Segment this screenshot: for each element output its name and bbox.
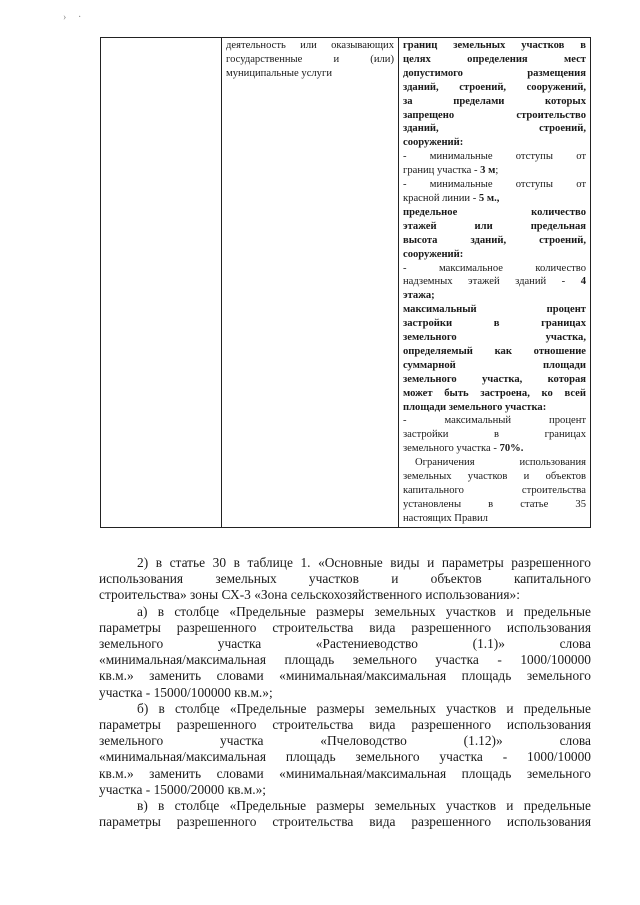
body-text-line: параметры разрешенного строительства вида разрешенного использования: [99, 717, 591, 733]
bold-value: 3 м: [480, 165, 496, 177]
cell-text-line: муниципальные услуги: [226, 68, 332, 79]
body-text-line: б) в столбце «Предельные размеры земельных участков и предельные: [137, 700, 591, 716]
cell-text-line: определяемый как отношение: [403, 345, 586, 357]
body-text-line: участка - 15000/100000 кв.м.»;: [99, 684, 273, 700]
cell-text-line: сооружений:: [403, 137, 464, 149]
cell-text-line: суммарной площади: [403, 359, 586, 371]
body-text-line: земельного участка «Пчеловодство (1.12)» слова: [99, 733, 591, 749]
cell-text-line: - максимальное количество: [403, 262, 586, 274]
body-text-line: в) в столбце «Предельные размеры земельных участков и предельные: [137, 798, 591, 814]
cell-text-line: предельное количество: [403, 206, 586, 218]
body-text-line: строительства» зоны СХ-3 «Зона сельскохозяйственного использования»:: [99, 587, 520, 603]
cell-text-line: зданий, строений,: [403, 123, 586, 135]
cell-text-line: - минимальные отступы от: [403, 151, 586, 163]
table-cell-empty: [101, 38, 222, 528]
body-text-line: а) в столбце «Предельные размеры земельных участков и предельные: [137, 603, 591, 619]
cell-text-line: земельных участков и объектов: [403, 471, 586, 483]
cell-text-line: может быть застроена, ко всей: [403, 387, 586, 399]
body-text-line: параметры разрешенного строительства вида разрешенного использования: [99, 619, 591, 635]
body-text-line: кв.м.» заменить словами «минимальная/максимальная площадь земельного: [99, 765, 591, 781]
table-cell-parameters: [399, 38, 591, 528]
table-row: [101, 38, 591, 528]
cell-text-line: установлены в статье 35: [403, 498, 586, 510]
cell-text-line: - максимальный процент: [403, 415, 586, 427]
cell-text-line: красной линии - 5 м.,: [403, 192, 500, 204]
bold-value: 4: [580, 276, 586, 288]
cell-text-line: государственные и (или): [226, 54, 394, 65]
scan-mark: ›: [63, 12, 67, 23]
scan-mark: ·: [78, 12, 82, 23]
cell-text-line: допустимого размещения: [403, 67, 586, 79]
cell-text-line: границ земельных участков в: [403, 40, 586, 51]
body-text-line: «минимальная/максимальная площадь земельного участка - 1000/10000: [99, 749, 591, 765]
cell-text-line: Ограничения использования: [415, 457, 586, 469]
bold-value: 5 м.,: [478, 192, 500, 204]
cell-text-line: границ участка - 3 м;: [403, 165, 499, 177]
body-text-line: параметры разрешенного строительства вида разрешенного использования: [99, 814, 591, 830]
body-text-line: кв.м.» заменить словами «минимальная/максимальная площадь земельного: [99, 668, 591, 684]
body-text-line: участка - 15000/20000 кв.м.»;: [99, 781, 267, 797]
zoning-parameters-table: [100, 37, 591, 528]
cell-text-line: застройки в границах: [403, 318, 586, 330]
table-cell-activity: [222, 38, 399, 528]
cell-text-line: настоящих Правил: [403, 512, 488, 524]
body-text-line: земельного участка «Растениеводство (1.1)» слова: [99, 636, 591, 652]
cell-text-line: этажей или предельная: [403, 220, 586, 232]
body-text-line: «минимальная/максимальная площадь земельного участка - 1000/100000: [99, 652, 591, 668]
cell-text-line: площади земельного участка:: [403, 401, 547, 413]
cell-text-line: этажа;: [403, 290, 435, 302]
cell-text-line: высота зданий, строений,: [403, 234, 586, 246]
cell-text-line: надземных этажей зданий - 4: [403, 276, 586, 288]
cell-text-line: целях определения мест: [403, 53, 586, 65]
cell-text-line: максимальный процент: [403, 304, 586, 316]
cell-text-line: земельного участка,: [403, 332, 586, 344]
body-text-line: 2) в статье 30 в таблице 1. «Основные виды и параметры разрешенного: [137, 555, 591, 570]
cell-text-line: за пределами которых: [403, 95, 586, 107]
cell-text-line: деятельность или оказывающих: [226, 40, 394, 51]
cell-text-line: земельного участка - 70%.: [403, 443, 524, 455]
cell-text-line: земельного участка, которая: [403, 373, 586, 385]
cell-text-line: запрещено строительство: [403, 109, 586, 121]
cell-text-line: - минимальные отступы от: [403, 179, 586, 191]
cell-text-line: сооружений:: [403, 248, 464, 260]
body-text-line: использования земельных участков и объектов капитального: [99, 571, 591, 587]
cell-text-line: застройки в границах: [403, 429, 586, 441]
bold-value: 70%.: [499, 443, 524, 455]
cell-text-line: капитального строительства: [403, 485, 586, 496]
cell-text-line: зданий, строений, сооружений,: [403, 81, 586, 93]
amendment-text: [99, 555, 591, 830]
